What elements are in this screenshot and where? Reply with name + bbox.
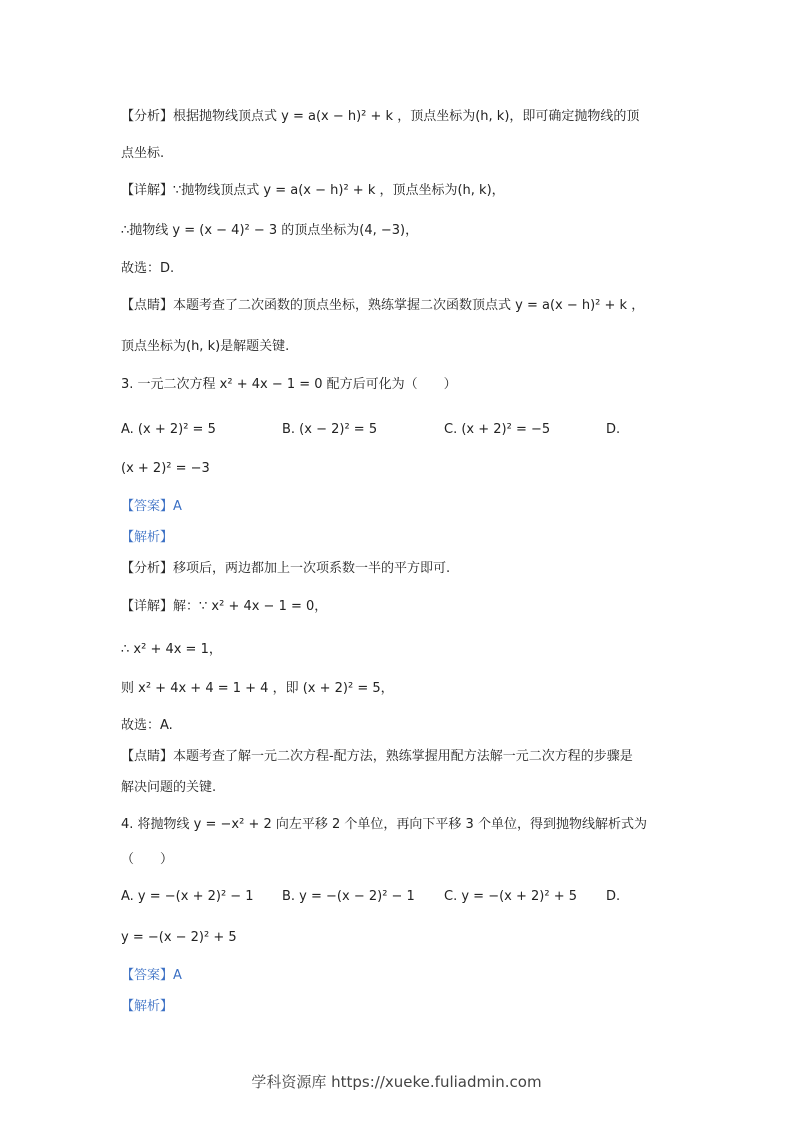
q4-option-c: C. y = −(x + 2)² + 5 [444, 889, 577, 904]
choice-line: 故选：D. [121, 261, 175, 276]
q3-comment: 【点睛】本题考查了解一元二次方程-配方法，熟练掌握用配方法解一元二次方程的步骤是 [121, 749, 633, 764]
q3-analysis: 【分析】移项后，两边都加上一次项系数一半的平方即可. [121, 561, 451, 576]
footer-watermark: 学科资源库 https://xueke.fuliadmin.com [251, 1073, 542, 1091]
q3-option-c: C. (x + 2)² = −5 [444, 422, 551, 437]
q3-step-3: 故选：A. [121, 718, 173, 733]
q3-comment-cont: 解决问题的关键. [121, 780, 217, 795]
detail-line-2: ∴抛物线 y = (x − 4)² − 3 的顶点坐标为(4, −3)， [121, 223, 419, 238]
q3-option-a: A. (x + 2)² = 5 [121, 422, 216, 437]
analysis-label-3: 【解析】 [121, 530, 174, 545]
question-3: 3. 一元二次方程 x² + 4x − 1 = 0 配方后可化为（ ） [121, 377, 457, 392]
q3-step-2: 则 x² + 4x + 4 = 1 + 4 ，即 (x + 2)² = 5， [121, 681, 394, 696]
question-4-paren: （ ） [121, 852, 174, 867]
detail-line: 【详解】∵抛物线顶点式 y = a(x − h)² + k ，顶点坐标为(h, k)， [121, 183, 505, 198]
analysis-label-4: 【解析】 [121, 999, 174, 1014]
q4-option-d-label: D. [606, 889, 621, 904]
q4-option-a: A. y = −(x + 2)² − 1 [121, 889, 254, 904]
question-4: 4. 将抛物线 y = −x² + 2 向左平移 2 个单位，再向下平移 3 个单位，得到抛物线解析式为 [121, 817, 647, 832]
analysis-line: 【分析】根据抛物线顶点式 y = a(x − h)² + k ，顶点坐标为(h, k)，即可确定抛物线的顶 [121, 109, 640, 124]
answer-label-4: 【答案】A [121, 968, 182, 983]
q4-option-b: B. y = −(x − 2)² − 1 [282, 889, 415, 904]
q3-option-b: B. (x − 2)² = 5 [282, 422, 378, 437]
answer-label-3: 【答案】A [121, 499, 182, 514]
q4-option-d: y = −(x − 2)² + 5 [121, 930, 237, 945]
analysis-line-cont: 点坐标. [121, 146, 165, 161]
comment-line-cont: 顶点坐标为(h, k)是解题关键. [121, 339, 290, 354]
q3-option-d: (x + 2)² = −3 [121, 461, 210, 476]
comment-line: 【点睛】本题考查了二次函数的顶点坐标，熟练掌握二次函数顶点式 y = a(x − h)² + k ， [121, 298, 645, 313]
q3-detail: 【详解】解：∵ x² + 4x − 1 = 0， [121, 599, 328, 614]
q3-step-1: ∴ x² + 4x = 1， [121, 642, 222, 657]
q3-option-d-label: D. [606, 422, 621, 437]
